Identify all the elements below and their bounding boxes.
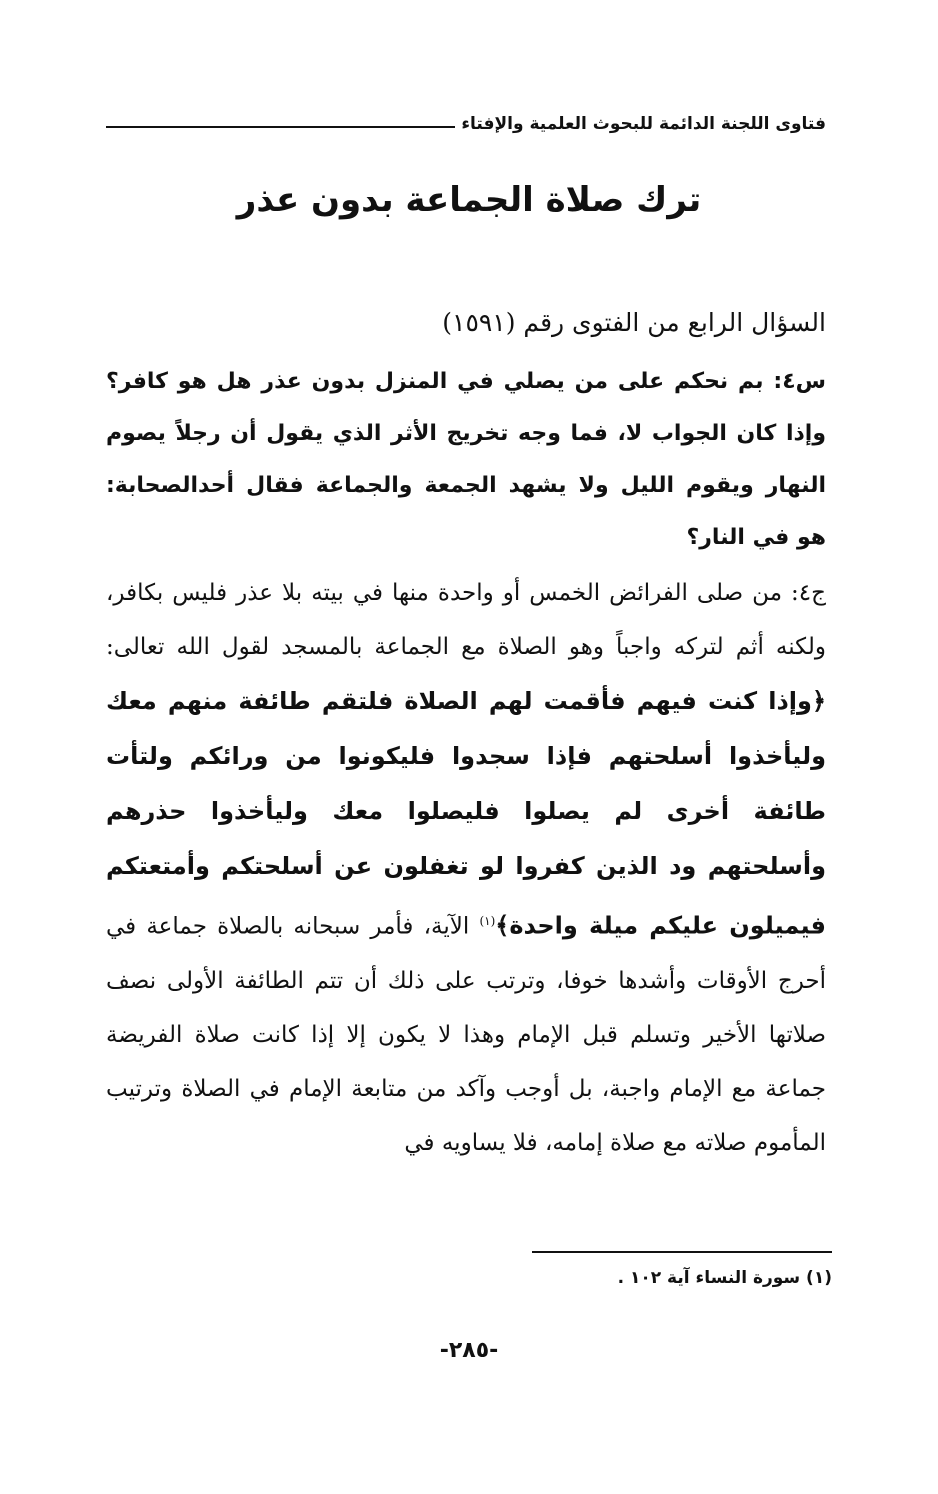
answer-intro: ج٤: من صلى الفرائض الخمس أو واحدة منها في بيته بلا عذر فليس بكافر، ولكنه أثم لتركه واجباً وهو الصلاة مع الجماعة بالمسجد لقول الله تعالى: <box>106 580 826 660</box>
fatwa-number: السؤال الرابع من الفتوى رقم (١٥٩١) <box>442 308 826 337</box>
question-paragraph: س٤: بم نحكم على من يصلي في المنزل بدون عذر هل هو كافر؟ وإذا كان الجواب لا، فما وجه تخريج الأثر الذي يقول أن رجلاً يصوم النهار ويقوم الليل ولا يشهد الجمعة والجماعة فقال أحدالصحابة: هو في النار؟ <box>106 369 826 550</box>
running-header <box>106 114 826 134</box>
footnote: (١) سورة النساء آية ١٠٢ . <box>617 1268 832 1288</box>
answer-paragraph <box>106 566 826 1170</box>
footnote-marker: (١) <box>479 914 496 928</box>
answer-continuation: الآية، فأمر سبحانه بالصلاة جماعة في أحرج الأوقات وأشدها خوفا، وترتب على ذلك أن تتم الطائفة الأولى نصف صلاتها الأخير وتسلم قبل الإمام وهذا لا يكون إلا إذا كانت صلاة الفريضة جماعة مع الإمام واجبة، بل أوجب وآكد من متابعة الإمام في الصلاة وترتيب المأموم صلاته مع صلاة إمامه، فلا يساويه في <box>106 913 826 1156</box>
running-header-rule <box>106 126 455 128</box>
quran-verse: ﴿وإذا كنت فيهم فأقمت لهم الصلاة فلتقم طائفة منهم معك وليأخذوا أسلحتهم فإذا سجدوا فليكونوا من ورائكم ولتأت طائفة أخرى لم يصلوا فليصلوا معك وليأخذوا حذرهم وأسلحتهم ود الذين كفروا لو تغفلون عن أسلحتكم وأمتعتكم فيميلون عليكم ميلة واحدة﴾ <box>106 687 826 940</box>
section-title: ترك صلاة الجماعة بدون عذر <box>236 180 702 220</box>
footnote-rule <box>532 1251 832 1253</box>
running-header-title: فتاوى اللجنة الدائمة للبحوث العلمية والإفتاء <box>461 114 826 134</box>
page-number: -٢٨٥- <box>439 1338 499 1363</box>
